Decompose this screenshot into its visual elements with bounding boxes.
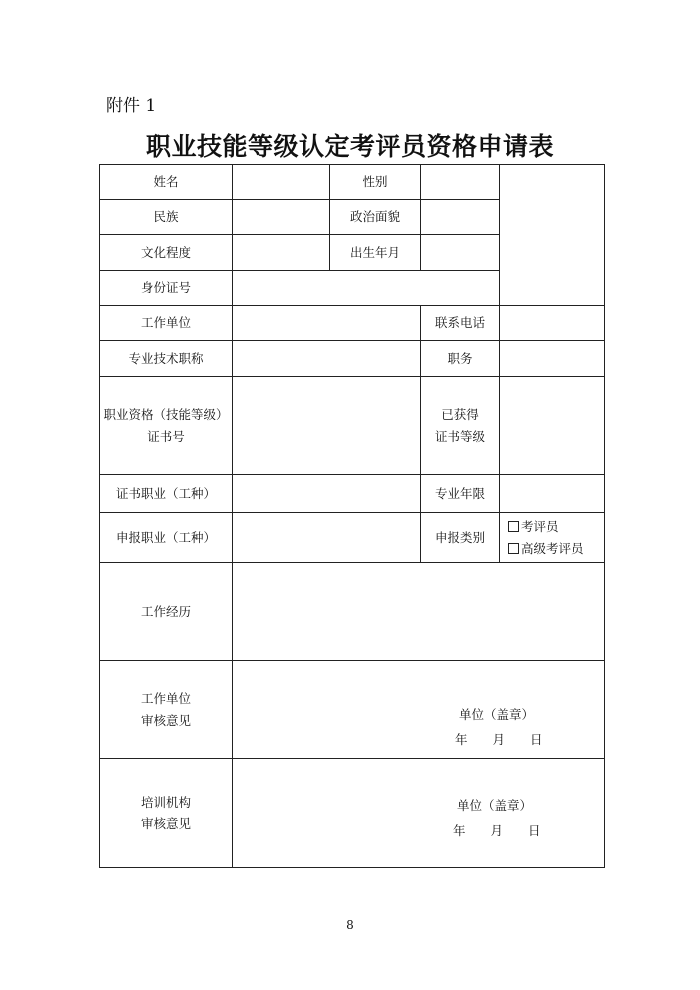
cert-occupation-input-cell[interactable] (233, 475, 421, 513)
label-obtained-level (421, 377, 500, 475)
label-id-number: 身份证号 (100, 271, 233, 306)
label-work-unit: 工作单位 (100, 306, 233, 341)
label-years: 专业年限 (421, 475, 500, 513)
attachment-label: 附件 1 (106, 96, 157, 116)
label-cert-occupation: 证书职业（工种） (100, 475, 233, 513)
education-input-cell[interactable] (233, 235, 330, 271)
option-senior-examiner-label: 高级考评员 (521, 540, 584, 556)
political-status-input-cell[interactable] (421, 200, 500, 235)
label-education: 文化程度 (100, 235, 233, 271)
label-phone: 联系电话 (421, 306, 500, 341)
label-training-review-line1: 培训机构 (140, 794, 191, 810)
qualification-input-cell[interactable] (233, 377, 421, 475)
label-birth-date: 出生年月 (330, 235, 421, 271)
label-ethnicity: 民族 (100, 200, 233, 235)
years-input-cell[interactable] (500, 475, 604, 513)
label-title-rank: 专业技术职称 (100, 341, 233, 377)
application-form-table (99, 164, 605, 868)
training-review-cell[interactable] (233, 759, 604, 867)
label-training-review-line2: 审核意见 (140, 816, 191, 831)
page-title: 职业技能等级认定考评员资格申请表 (145, 132, 554, 161)
gender-input-cell[interactable] (421, 165, 500, 200)
apply-occupation-input-cell[interactable] (233, 513, 421, 563)
training-review-seal-text: 单位（盖章） (457, 798, 533, 813)
label-qualification-line1: 职业资格（技能等级） (103, 407, 229, 423)
apply-category-options (500, 513, 604, 563)
label-qualification-line2: 证书号 (147, 428, 185, 444)
birth-date-input-cell[interactable] (421, 235, 500, 271)
unit-review-date-text: 年 月 日 (455, 732, 543, 747)
checkbox-examiner[interactable] (508, 521, 519, 532)
label-position: 职务 (421, 341, 500, 377)
position-input-cell[interactable] (500, 341, 604, 377)
option-examiner-label: 考评员 (521, 518, 559, 534)
label-gender: 性别 (330, 165, 421, 200)
label-political-status: 政治面貌 (330, 200, 421, 235)
label-training-review (100, 759, 233, 867)
label-work-history: 工作经历 (100, 563, 233, 661)
label-obtained-line1: 已获得 (441, 407, 479, 423)
label-apply-category: 申报类别 (421, 513, 500, 563)
title-rank-input-cell[interactable] (233, 341, 421, 377)
label-unit-review-line1: 工作单位 (140, 691, 191, 707)
label-name: 姓名 (100, 165, 233, 200)
unit-review-cell[interactable] (233, 661, 604, 759)
name-input-cell[interactable] (233, 165, 330, 200)
option-examiner[interactable] (500, 516, 559, 538)
option-senior-examiner[interactable] (500, 538, 584, 560)
label-unit-review (100, 661, 233, 759)
label-apply-occupation: 申报职业（工种） (100, 513, 233, 563)
training-review-date-text: 年 月 日 (453, 823, 541, 838)
obtained-level-input-cell[interactable] (500, 377, 604, 475)
label-obtained-line2: 证书等级 (434, 428, 485, 444)
page-number: 8 (346, 918, 354, 932)
photo-cell[interactable] (500, 165, 604, 306)
label-unit-review-line2: 审核意见 (140, 712, 191, 728)
label-qualification (100, 377, 233, 475)
unit-review-seal-text: 单位（盖章） (459, 707, 535, 722)
work-history-input-cell[interactable] (233, 563, 604, 661)
phone-input-cell[interactable] (500, 306, 604, 341)
ethnicity-input-cell[interactable] (233, 200, 330, 235)
checkbox-senior-examiner[interactable] (508, 543, 519, 554)
id-number-input-cell[interactable] (233, 271, 500, 306)
work-unit-input-cell[interactable] (233, 306, 421, 341)
